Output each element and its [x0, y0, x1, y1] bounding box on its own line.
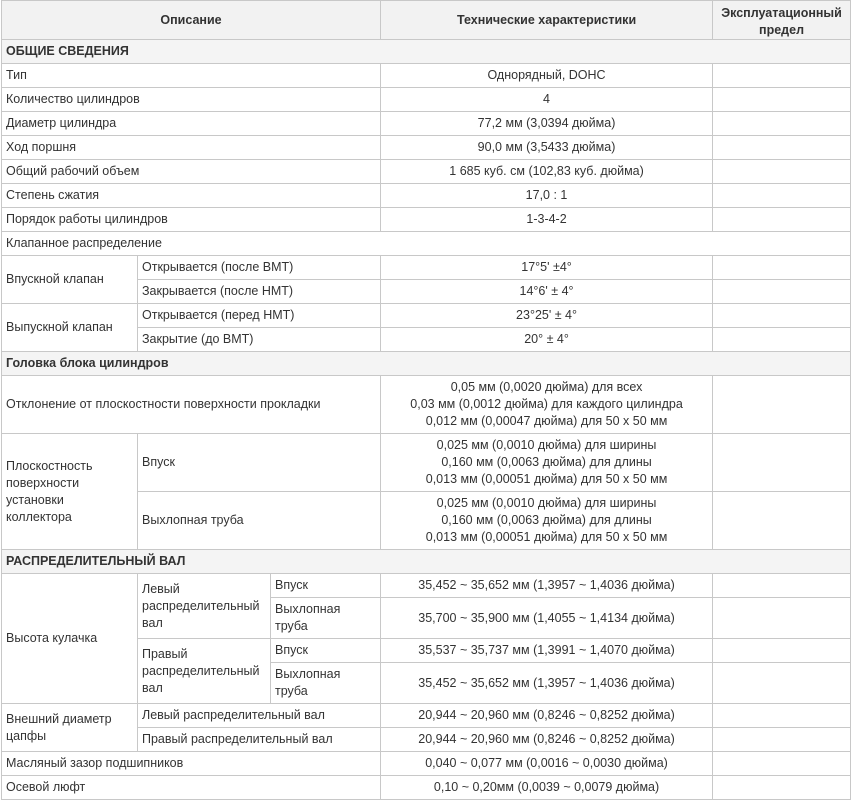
manifold-intake-value: 0,025 мм (0,0010 дюйма) для ширины 0,160 мм (0,0063 дюйма) для длины 0,013 мм (0,00051 дюйма) для 50 х 50 мм [381, 434, 713, 492]
oil-clearance-value: 0,040 ~ 0,077 мм (0,0016 ~ 0,0030 дюйма) [381, 752, 713, 776]
exhaust-open-label: Открывается (перед НМТ) [138, 304, 381, 328]
table-row [2, 184, 851, 208]
row-limit [713, 64, 851, 88]
row-limit [713, 184, 851, 208]
row-limit [713, 776, 851, 800]
end-play-label: Осевой люфт [2, 776, 381, 800]
right-exhaust-value: 35,452 ~ 35,652 мм (1,3957 ~ 1,4036 дюйма) [381, 663, 713, 704]
row-limit [713, 663, 851, 704]
manifold-exhaust-value: 0,025 мм (0,0010 дюйма) для ширины 0,160 мм (0,0063 дюйма) для длины 0,013 мм (0,00051 дюйма) для 50 х 50 мм [381, 492, 713, 550]
table-row [2, 64, 851, 88]
table-row [2, 304, 851, 328]
row-value: 1-3-4-2 [381, 208, 713, 232]
row-label: Общий рабочий объем [2, 160, 381, 184]
right-intake-value: 35,537 ~ 35,737 мм (1,3991 ~ 1,4070 дюйма) [381, 639, 713, 663]
section-row-head [2, 352, 851, 376]
row-limit [713, 280, 851, 304]
row-label: Тип [2, 64, 381, 88]
table-row [2, 136, 851, 160]
row-limit [713, 639, 851, 663]
row-value: 4 [381, 88, 713, 112]
specifications-table [1, 0, 851, 800]
header-service-limit: Эксплуатационный предел [713, 1, 851, 40]
row-label: Диаметр цилиндра [2, 112, 381, 136]
row-limit [713, 328, 851, 352]
journal-left-label: Левый распределительный вал [138, 704, 381, 728]
table-row [2, 704, 851, 728]
right-exhaust-label: Выхлопная труба [271, 663, 381, 704]
row-limit [713, 704, 851, 728]
row-limit [713, 112, 851, 136]
row-limit [713, 752, 851, 776]
table-row [2, 434, 851, 492]
section-title-head: Головка блока цилиндров [2, 352, 851, 376]
section-title-camshaft: РАСПРЕДЕЛИТЕЛЬНЫЙ ВАЛ [2, 550, 851, 574]
left-exhaust-label: Выхлопная труба [271, 598, 381, 639]
row-limit [713, 598, 851, 639]
flatness-label: Отклонение от плоскостности поверхности прокладки [2, 376, 381, 434]
intake-valve-label: Впускной клапан [2, 256, 138, 304]
table-row [2, 256, 851, 280]
row-limit [713, 208, 851, 232]
row-limit [713, 256, 851, 280]
row-label: Количество цилиндров [2, 88, 381, 112]
row-label: Степень сжатия [2, 184, 381, 208]
row-limit [713, 88, 851, 112]
row-limit [713, 160, 851, 184]
row-limit [713, 574, 851, 598]
journal-left-value: 20,944 ~ 20,960 мм (0,8246 ~ 0,8252 дюйма) [381, 704, 713, 728]
right-camshaft-label: Правый распределительный вал [138, 639, 271, 704]
row-value: 77,2 мм (3,0394 дюйма) [381, 112, 713, 136]
left-intake-value: 35,452 ~ 35,652 мм (1,3957 ~ 1,4036 дюйма) [381, 574, 713, 598]
row-value: 1 685 куб. см (102,83 куб. дюйма) [381, 160, 713, 184]
left-exhaust-value: 35,700 ~ 35,900 мм (1,4055 ~ 1,4134 дюйма) [381, 598, 713, 639]
intake-close-value: 14°6' ± 4° [381, 280, 713, 304]
row-limit [713, 376, 851, 434]
left-camshaft-label: Левый распределительный вал [138, 574, 271, 639]
header-description: Описание [2, 1, 381, 40]
section-row-general [2, 40, 851, 64]
intake-close-label: Закрывается (после НМТ) [138, 280, 381, 304]
row-limit [713, 728, 851, 752]
intake-open-value: 17°5' ±4° [381, 256, 713, 280]
end-play-value: 0,10 ~ 0,20мм (0,0039 ~ 0,0079 дюйма) [381, 776, 713, 800]
row-label: Порядок работы цилиндров [2, 208, 381, 232]
table-row [2, 88, 851, 112]
exhaust-open-value: 23°25' ± 4° [381, 304, 713, 328]
table-row [2, 376, 851, 434]
row-value: 90,0 мм (3,5433 дюйма) [381, 136, 713, 160]
exhaust-valve-label: Выпускной клапан [2, 304, 138, 352]
intake-open-label: Открывается (после ВМТ) [138, 256, 381, 280]
flatness-value: 0,05 мм (0,0020 дюйма) для всех 0,03 мм (0,0012 дюйма) для каждого цилиндра 0,012 мм (0,00047 дюйма) для 50 х 50 мм [381, 376, 713, 434]
table-row [2, 574, 851, 598]
row-value: 17,0 : 1 [381, 184, 713, 208]
table-header-row [2, 1, 851, 40]
lobe-height-label: Высота кулачка [2, 574, 138, 704]
row-value: Однорядный, DOHC [381, 64, 713, 88]
journal-right-value: 20,944 ~ 20,960 мм (0,8246 ~ 0,8252 дюйма) [381, 728, 713, 752]
exhaust-close-value: 20° ± 4° [381, 328, 713, 352]
table-row [2, 208, 851, 232]
left-intake-label: Впуск [271, 574, 381, 598]
row-limit [713, 304, 851, 328]
table-row [2, 112, 851, 136]
exhaust-close-label: Закрытие (до ВМТ) [138, 328, 381, 352]
row-limit [713, 136, 851, 160]
table-row [2, 232, 851, 256]
row-label: Ход поршня [2, 136, 381, 160]
oil-clearance-label: Масляный зазор подшипников [2, 752, 381, 776]
journal-right-label: Правый распределительный вал [138, 728, 381, 752]
right-intake-label: Впуск [271, 639, 381, 663]
row-limit [713, 492, 851, 550]
header-specs: Технические характеристики [381, 1, 713, 40]
section-row-camshaft [2, 550, 851, 574]
manifold-intake-label: Впуск [138, 434, 381, 492]
manifold-flatness-label: Плоскостность поверхности установки коллектора [2, 434, 138, 550]
valve-timing-label: Клапанное распределение [2, 232, 851, 256]
row-limit [713, 434, 851, 492]
journal-diameter-label: Внешний диаметр цапфы [2, 704, 138, 752]
table-row [2, 752, 851, 776]
table-row [2, 160, 851, 184]
manifold-exhaust-label: Выхлопная труба [138, 492, 381, 550]
section-title-general: ОБЩИЕ СВЕДЕНИЯ [2, 40, 851, 64]
table-row [2, 776, 851, 800]
